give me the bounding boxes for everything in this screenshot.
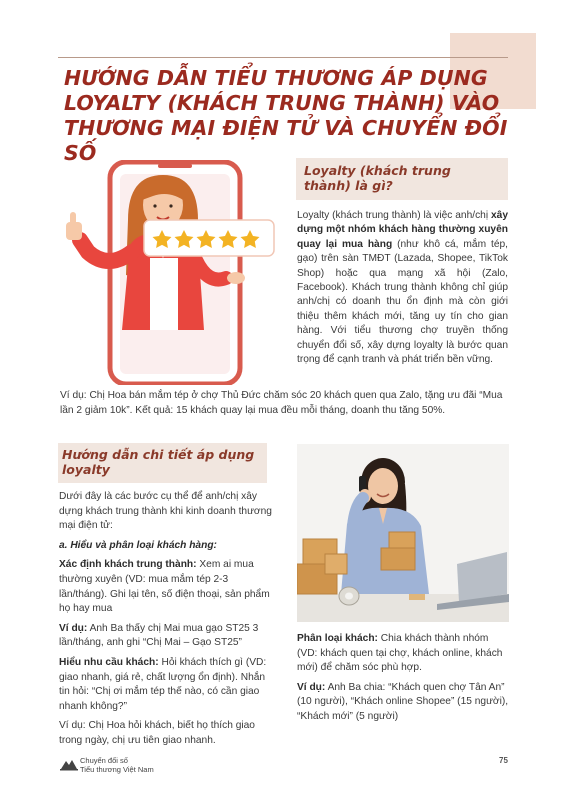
page-title: HƯỚNG DẪN TIỂU THƯƠNG ÁP DỤNG LOYALTY (KHÁCH TRUNG THÀNH) VÀO THƯƠNG MẠI ĐIỆN TỬ VÀ CHUYỂN ĐỔI SỐ <box>64 66 508 165</box>
loyalty-definition-paragraph: Loyalty (khách trung thành) là việc anh/chị xây dựng một nhóm khách hàng thường xuyên quay lại mua hàng (như khô cá, mắm tép, gạo) trên sàn TMĐT (Lazada, Shopee, TikTok Shop) hoặc qua mạng xã hội (Zalo, Facebook). Khách trung thành không chỉ giúp anh/chị có doanh thu ổn định mà còn giới thiệu thêm khách mới, tăng uy tín cho gian hàng. Với tiểu thương chợ truyền thống chuyển đổi số, xây dựng loyalty là bước quan trọng để cạnh tranh và phát triển bền vững. <box>297 210 508 366</box>
page-number: 75 <box>499 756 508 765</box>
loyalty-rating-illustration <box>58 160 288 385</box>
guide-left-column <box>59 490 273 754</box>
example-anh-ba-groups: Ví dụ: Anh Ba chia: “Khách quen chợ Tân An” (10 người), “Khách online Shopee” (15 người), “Khách mới” (5 người) <box>297 681 509 722</box>
section-heading-detailed-guide <box>58 443 267 483</box>
guide-right-column <box>297 632 511 730</box>
guide-intro: Dưới đây là các bước cụ thể để anh/chị xây dựng khách trung thành khi kinh doanh thương mại điện tử: <box>59 491 272 532</box>
step-understand-needs: Hiểu nhu cầu khách: Hỏi khách thích gì (VD: giao nhanh, giá rẻ, chất lượng ổn định). Nhắn tin hỏi: “Chị ơi mắm tép thế nào, có cần giao nhanh không?” <box>59 656 267 712</box>
section-heading-text: Loyalty (khách trung thành) là gì? <box>304 163 451 193</box>
seller-with-boxes-photo <box>297 444 509 622</box>
example-chi-hoa: Ví dụ: Chị Hoa bán mắm tép ở chợ Thủ Đức chăm sóc 20 khách quen qua Zalo, tặng ưu đãi “Mua lần 2 giảm 10k”. Kết quả: 15 khách quay lại mua đều mỗi tháng, doanh thu tăng 50%. <box>60 390 503 416</box>
example-chi-hoa-delivery: Ví dụ: Chị Hoa hỏi khách, biết họ thích giao trong ngày, chị ưu tiên giao nhanh. <box>59 720 255 746</box>
step-classify-customers: Phân loại khách: Chia khách thành nhóm (VD: khách quen tại chợ, khách online, khách mới) để chăm sóc phù hợp. <box>297 633 503 674</box>
footer-brand: Chuyển đổi số Tiểu thương Việt Nam <box>80 756 154 774</box>
example-anh-ba-gao: Ví dụ: Anh Ba thấy chị Mai mua gạo ST25 3 lần/tháng, anh ghi “Chị Mai – Gạo ST25” <box>59 622 259 649</box>
section-heading-what-is-loyalty <box>296 158 508 200</box>
footer-logo-icon <box>60 757 78 771</box>
top-divider <box>58 57 508 58</box>
step-a-heading: a. Hiểu và phân loại khách hàng: <box>59 539 217 551</box>
definition-bold-text: xây dựng một nhóm khách hàng thường xuyên quay lại mua hàng <box>297 210 508 250</box>
section-heading-text: Hướng dẫn chi tiết áp dụng loyalty <box>62 447 255 477</box>
step-identify-loyal: Xác định khách trung thành: Xem ai mua thường xuyên (VD: mua mắm tép 2-3 lần/tháng). Ghi lại tên, số điện thoại, sản phẩm họ hay mua <box>59 559 270 615</box>
